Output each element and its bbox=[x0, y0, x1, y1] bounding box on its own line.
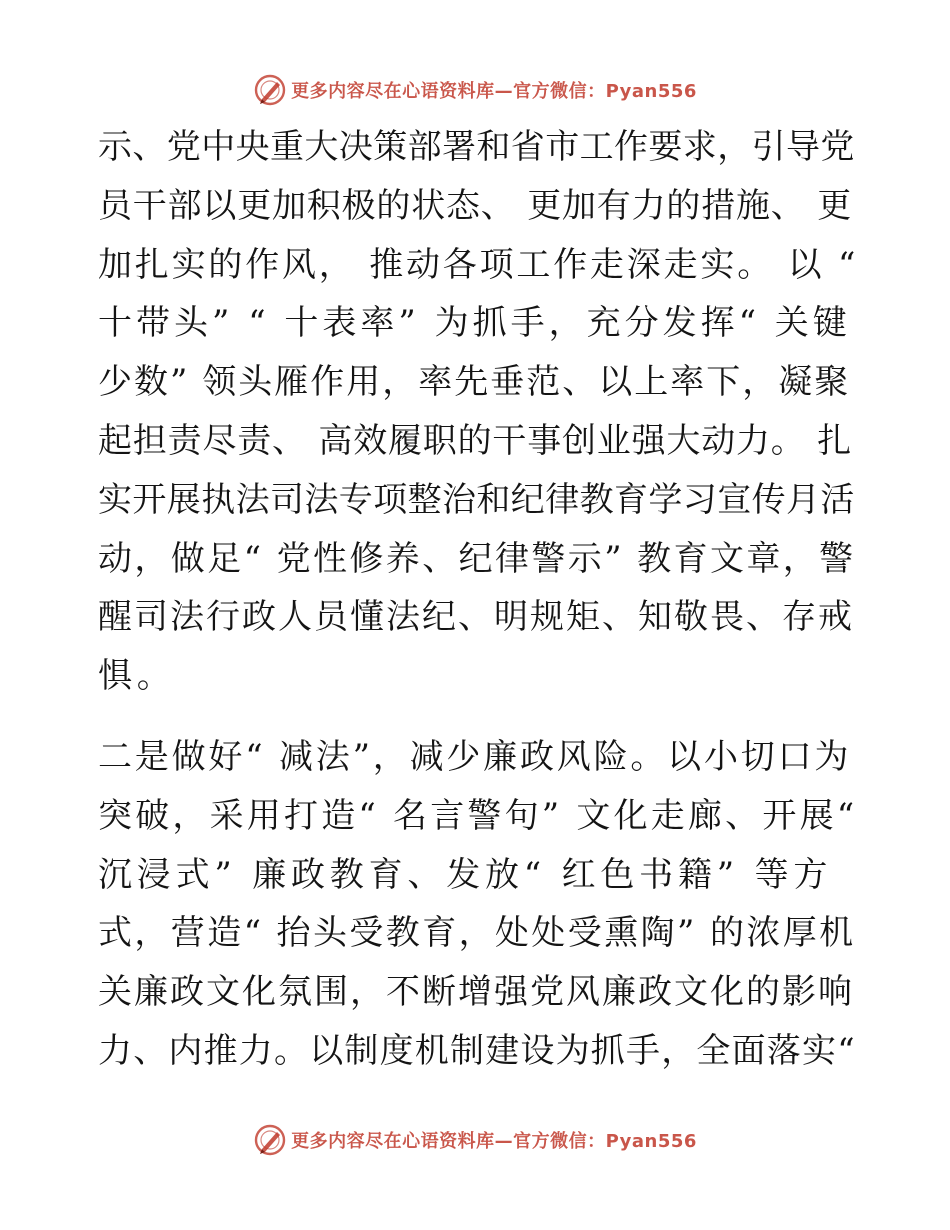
paragraph-2 bbox=[98, 728, 858, 1081]
text-line: 二是做好“ 减法”，减少廉政风险。以小切口为 bbox=[98, 736, 852, 777]
pen-seal-icon bbox=[253, 73, 287, 107]
document-body bbox=[98, 118, 858, 1081]
text-line: 十带头” “ 十表率” 为抓手，充分发挥“ 关键 bbox=[98, 303, 851, 344]
text-line: 加扎实的作风， 推动各项工作走深走实。 以 “ bbox=[98, 244, 859, 285]
paragraph-gap bbox=[98, 706, 858, 728]
text-line: 突破，采用打造“ 名言警句” 文化走廊、开展“ bbox=[98, 795, 858, 836]
header-watermark bbox=[0, 72, 950, 108]
text-line: 力、内推力。以制度机制建设为抓手，全面落实“ bbox=[98, 1030, 856, 1071]
footer-watermark bbox=[0, 1122, 950, 1158]
text-line: 起担责尽责、 高效履职的干事创业强大动力。 扎 bbox=[98, 420, 853, 461]
text-line: 沉浸式” 廉政教育、发放“ 红色书籍” 等方 bbox=[98, 854, 833, 895]
text-line: 少数” 领头雁作用，率先垂范、以上率下，凝聚 bbox=[98, 362, 851, 403]
text-line: 式，营造“ 抬头受教育，处处受熏陶” 的浓厚机 bbox=[98, 913, 856, 954]
text-line: 动，做足“ 党性修养、纪律警示” 教育文章，警 bbox=[98, 538, 856, 579]
text-line: 员干部以更加积极的状态、 更加有力的措施、 更 bbox=[98, 185, 853, 226]
text-line: 实开展执法司法专项整治和纪律教育学习宣传月活 bbox=[98, 479, 855, 520]
text-line: 示、党中央重大决策部署和省市工作要求，引导党 bbox=[98, 127, 855, 167]
watermark-text: 更多内容尽在心语资料库—官方微信：Pyan556 bbox=[291, 81, 697, 102]
text-line: 关廉政文化氛围，不断增强党风廉政文化的影响 bbox=[98, 972, 854, 1013]
paragraph-1 bbox=[98, 118, 858, 706]
text-line: 惧。 bbox=[98, 656, 176, 697]
text-line: 醒司法行政人员懂法纪、明规矩、知敬畏、存戒 bbox=[98, 597, 854, 638]
watermark-text: 更多内容尽在心语资料库—官方微信：Pyan556 bbox=[291, 1131, 697, 1152]
pen-seal-icon bbox=[253, 1123, 287, 1157]
